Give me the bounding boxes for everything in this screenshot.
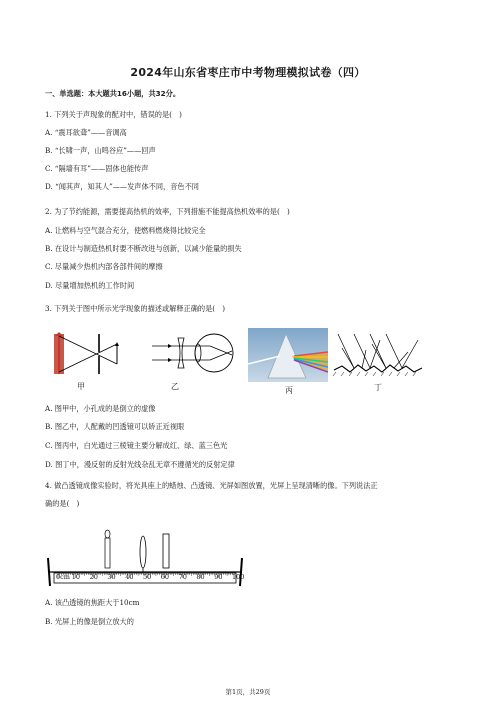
q2-option-c: C. 尽量减少热机内部各部件间的摩擦 [45, 262, 163, 271]
figure-label-bing: 丙 [285, 386, 293, 395]
q2-option-a: A. 让燃料与空气混合充分，使燃料燃烧得比较完全 [45, 226, 206, 235]
q1-option-c: C. “隔墙有耳”——固体也能传声 [45, 164, 149, 173]
q4-stem-line1: 4. 做凸透镜成像实验时，将光具座上的蜡烛、凸透镜、光屏如图放置，光屏上呈现清晰的像。下列说法正 [45, 481, 378, 490]
ruler-tick-label: 60 [160, 573, 170, 581]
ruler-tick-label: 10 [71, 573, 81, 581]
q1-option-d: D. “闻其声，知其人”——发声体不同，音色不同 [45, 182, 199, 191]
q4-stem-line2: 确的是( ) [45, 499, 80, 508]
figure-prism [248, 328, 328, 382]
q2-option-d: D. 尽量增加热机的工作时间 [45, 281, 135, 290]
figure-pinhole [45, 330, 135, 378]
ruler-tick-label: 20 [89, 573, 98, 581]
q4-option-a: A. 该凸透镜的焦距大于10cm [45, 598, 140, 607]
figure-label-yi: 乙 [171, 382, 179, 391]
figure-eye-lens [148, 330, 238, 378]
figure-label-ding: 丁 [374, 383, 382, 392]
ruler-labels [54, 573, 254, 583]
page-title: 2024年山东省枣庄市中考物理模拟试卷（四） [130, 66, 366, 79]
q2-stem: 2. 为了节约能源，需要提高热机的效率，下列措施不能提高热机效率的是( ) [45, 207, 290, 216]
q3-option-d: D. 图丁中，漫反射的反射光线杂乱无章不遵循光的反射定律 [45, 460, 235, 469]
figure-diffuse-reflection [332, 330, 424, 380]
ruler-tick-label: 50 [143, 573, 152, 581]
screen-icon [163, 534, 169, 568]
ruler-tick-label: 40 [125, 573, 134, 581]
ruler-tick-label: 80 [196, 573, 205, 581]
rough-surface-icon [334, 365, 422, 372]
section-heading: 一、单选题：本大题共16小题，共32分。 [45, 89, 181, 98]
q1-option-b: B. “长啸一声，山鸣谷应”——回声 [45, 146, 156, 155]
ruler-tick-label: 0cm [56, 573, 70, 581]
q1-option-a: A. “震耳欲聋”——音调高 [45, 128, 127, 137]
q1-stem: 1. 下列关于声现象的配对中，错误的是( ) [45, 110, 182, 119]
candle-icon [105, 538, 110, 568]
figure-label-jia: 甲 [77, 382, 85, 391]
q2-option-b: B. 在设计与制造热机时要不断改进与创新，以减少能量的损失 [45, 244, 242, 253]
ruler-tick-label: 70 [178, 573, 187, 581]
q3-option-c: C. 图丙中，白光通过三棱镜主要分解成红、绿、蓝三色光 [45, 441, 228, 450]
ruler-tick-label: 100 [232, 573, 245, 581]
page-footer: 第1页，共29页 [225, 688, 271, 696]
convex-lens-icon [140, 536, 146, 568]
ruler-tick-label: 90 [214, 573, 223, 581]
q3-option-a: A. 图甲中，小孔成的是倒立的虚像 [45, 404, 156, 413]
q3-option-b: B. 图乙中，人配戴的凹透镜可以矫正近视眼 [45, 422, 185, 431]
q4-option-b: B. 光屏上的像是倒立放大的 [45, 617, 134, 626]
q3-stem: 3. 下列关于图中所示光学现象的描述或解释正确的是( ) [45, 304, 226, 313]
concave-lens-icon [178, 338, 184, 368]
ruler-tick-label: 30 [107, 573, 116, 581]
